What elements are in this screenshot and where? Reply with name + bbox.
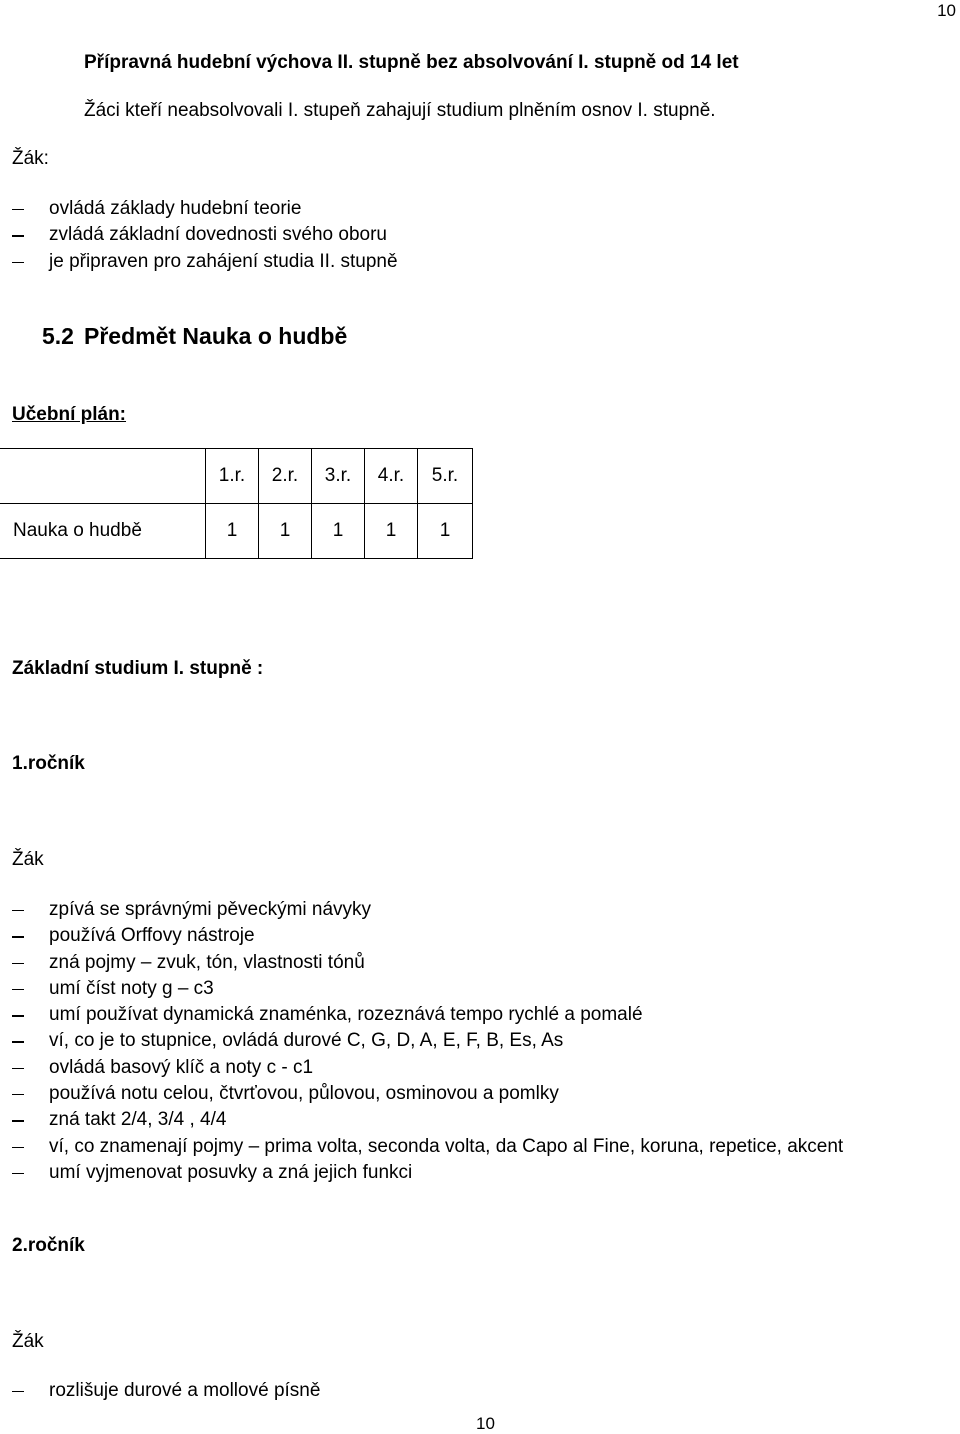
hours-cell: 1 [259,504,312,559]
subject-cell: Nauka o hudbě [0,504,206,559]
dash-bullet-icon [12,209,24,210]
list-item: ovládá základy hudební teorie [12,196,398,222]
list-item: zná pojmy – zvuk, tón, vlastnosti tónů [12,950,843,976]
intro-heading: Přípravná hudební výchova II. stupně bez absolvování I. stupně od 14 let [84,52,739,73]
column-header: 5.r. [418,449,473,504]
hours-cell: 1 [312,504,365,559]
list-item: rozlišuje durové a mollové písně [12,1378,320,1404]
dash-bullet-icon [12,1041,24,1042]
table-row [0,504,473,559]
dash-bullet-icon [12,1173,24,1174]
section-number: 5.2 [42,323,74,349]
list-item: umí číst noty g – c3 [12,976,843,1002]
list-item: zpívá se správnými pěveckými návyky [12,897,843,923]
curriculum-plan-table [0,448,473,559]
hours-cell: 1 [206,504,259,559]
list-item: ví, co je to stupnice, ovládá durové C, G, D, A, E, F, B, Es, As [12,1028,843,1054]
column-header: 3.r. [312,449,365,504]
dash-bullet-icon [12,1391,24,1392]
page-number-top: 10 [937,1,956,20]
page-number-bottom: 10 [476,1414,495,1433]
dash-bullet-icon [12,1015,24,1016]
column-header: 2.r. [259,449,312,504]
dash-bullet-icon [12,1094,24,1095]
intro-outcomes-list [12,196,398,275]
hours-cell: 1 [365,504,418,559]
dash-bullet-icon [12,936,24,937]
year2-student-label: Žák [12,1331,44,1352]
list-item: ovládá basový klíč a noty c - c1 [12,1055,843,1081]
dash-bullet-icon [12,910,24,911]
plan-label: Učební plán: [12,404,127,425]
dash-bullet-icon [12,1147,24,1148]
dash-bullet-icon [12,1120,24,1121]
dash-bullet-icon [12,1068,24,1069]
year2-heading: 2.ročník [12,1235,85,1256]
dash-bullet-icon [12,235,24,236]
list-item: zná takt 2/4, 3/4 , 4/4 [12,1107,843,1133]
dash-bullet-icon [12,989,24,990]
list-item: ví, co znamenají pojmy – prima volta, seconda volta, da Capo al Fine, koruna, repetice, akcent [12,1134,843,1160]
intro-note: Žáci kteří neabsolvovali I. stupeň zahajují studium plněním osnov I. stupně. [84,100,716,121]
column-header: 4.r. [365,449,418,504]
column-header: 1.r. [206,449,259,504]
basic-study-heading: Základní studium I. stupně : [12,658,264,679]
table-corner-cell [0,449,206,504]
section-title: Předmět Nauka o hudbě [84,323,348,349]
intro-student-label: Žák: [12,148,49,169]
list-item: používá Orffovy nástroje [12,923,843,949]
dash-bullet-icon [12,262,24,263]
list-item: umí vyjmenovat posuvky a zná jejich funkci [12,1160,843,1186]
dash-bullet-icon [12,963,24,964]
hours-cell: 1 [418,504,473,559]
year1-outcomes-list [12,897,843,1186]
year2-outcomes-list [12,1378,320,1404]
year1-student-label: Žák [12,849,44,870]
list-item: zvládá základní dovednosti svého oboru [12,222,398,248]
table-header-row [0,449,473,504]
year1-heading: 1.ročník [12,753,85,774]
list-item: je připraven pro zahájení studia II. stupně [12,249,398,275]
list-item: používá notu celou, čtvrťovou, půlovou, osminovou a pomlky [12,1081,843,1107]
list-item: umí používat dynamická znaménka, rozeznává tempo rychlé a pomalé [12,1002,843,1028]
